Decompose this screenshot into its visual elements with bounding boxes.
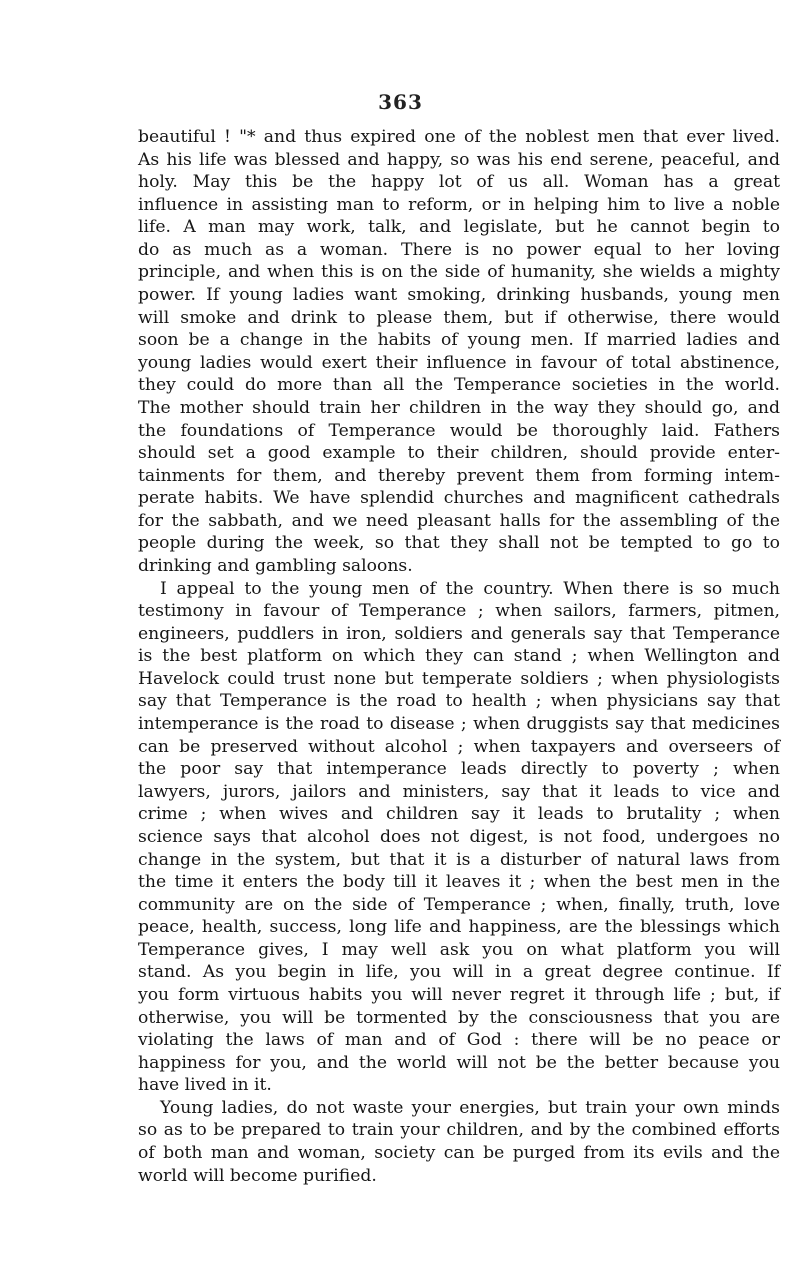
- text-line: otherwise, you will be tormented by the consciousness that you are: [138, 1007, 780, 1028]
- text-line: Young ladies, do not waste your energies, but train your own minds: [160, 1097, 780, 1118]
- text-line: will smoke and drink to please them, but if otherwise, there would: [138, 307, 780, 328]
- text-line: stand. As you begin in life, you will in a great degree continue. If: [138, 962, 780, 983]
- text-line: change in the system, but that it is a disturber of natural laws from: [138, 849, 780, 870]
- text-line: for the sabbath, and we need pleasant halls for the assembling of the: [138, 510, 780, 531]
- text-line: have lived in it.: [138, 1075, 272, 1096]
- text-line: testimony in favour of Temperance ; when sailors, farmers, pitmen,: [138, 601, 780, 622]
- text-line: people during the week, so that they shall not be tempted to go to: [138, 533, 780, 554]
- text-line: intemperance is the road to disease ; when druggists say that medicines: [138, 714, 780, 735]
- text-line: community are on the side of Temperance ; when, finally, truth, love: [138, 894, 780, 915]
- text-line: do as much as a woman. There is no power equal to her loving: [138, 239, 780, 260]
- text-line: Temperance gives, I may well ask you on what platform you will: [138, 939, 780, 960]
- text-line: happiness for you, and the world will not be the better because you: [138, 1052, 780, 1073]
- text-line: so as to be prepared to train your children, and by the combined efforts: [138, 1120, 780, 1141]
- text-line: the time it enters the body till it leaves it ; when the best men in the: [138, 872, 780, 893]
- text-line: power. If young ladies want smoking, drinking husbands, young men: [138, 285, 780, 306]
- text-line: the foundations of Temperance would be thoroughly laid. Fathers: [138, 420, 780, 441]
- text-line: The mother should train her children in the way they should go, and: [138, 397, 780, 418]
- text-line: holy. May this be the happy lot of us all. Woman has a great: [138, 172, 780, 193]
- text-line: of both man and woman, society can be purged from its evils and the: [138, 1143, 780, 1164]
- page-number: 363: [378, 90, 423, 114]
- text-line: can be preserved without alcohol ; when taxpayers and overseers of: [138, 736, 780, 757]
- text-line: crime ; when wives and children say it leads to brutality ; when: [138, 804, 780, 825]
- text-line: they could do more than all the Temperance societies in the world.: [138, 375, 780, 396]
- text-line: you form virtuous habits you will never regret it through life ; but, if: [138, 984, 780, 1005]
- text-line: tainments for them, and thereby prevent them from forming intem-: [138, 465, 780, 486]
- text-line: should set a good example to their children, should provide enter-: [138, 443, 780, 464]
- text-line: principle, and when this is on the side of humanity, she wields a mighty: [138, 262, 780, 283]
- text-line: the poor say that intemperance leads directly to poverty ; when: [138, 759, 780, 780]
- body-text: [138, 126, 780, 1187]
- text-line: say that Temperance is the road to health ; when physicians say that: [138, 691, 780, 712]
- text-line: drinking and gambling saloons.: [138, 555, 413, 576]
- text-line: violating the laws of man and of God : there will be no peace or: [138, 1030, 780, 1051]
- text-line: Havelock could trust none but temperate soldiers ; when physiologists: [138, 668, 780, 689]
- text-line: life. A man may work, talk, and legislate, but he cannot begin to: [138, 217, 780, 238]
- text-line: young ladies would exert their influence in favour of total abstinence,: [138, 352, 780, 373]
- text-line: soon be a change in the habits of young men. If married ladies and: [138, 330, 780, 351]
- text-line: peace, health, success, long life and happiness, are the blessings which: [138, 917, 780, 938]
- text-line: is the best platform on which they can stand ; when Wellington and: [138, 646, 780, 667]
- text-line: world will become purified.: [138, 1165, 377, 1186]
- text-line: I appeal to the young men of the country. When there is so much: [160, 578, 780, 599]
- text-line: As his life was blessed and happy, so was his end serene, peaceful, and: [138, 149, 780, 170]
- text-line: lawyers, jurors, jailors and ministers, say that it leads to vice and: [138, 781, 780, 802]
- text-line: science says that alcohol does not digest, is not food, undergoes no: [138, 826, 780, 847]
- text-line: perate habits. We have splendid churches and magnificent cathedrals: [138, 488, 780, 509]
- text-line: engineers, puddlers in iron, soldiers and generals say that Temperance: [138, 623, 780, 644]
- text-line: influence in assisting man to reform, or in helping him to live a noble: [138, 194, 780, 215]
- text-line: beautiful ! "* and thus expired one of the noblest men that ever lived.: [138, 127, 780, 147]
